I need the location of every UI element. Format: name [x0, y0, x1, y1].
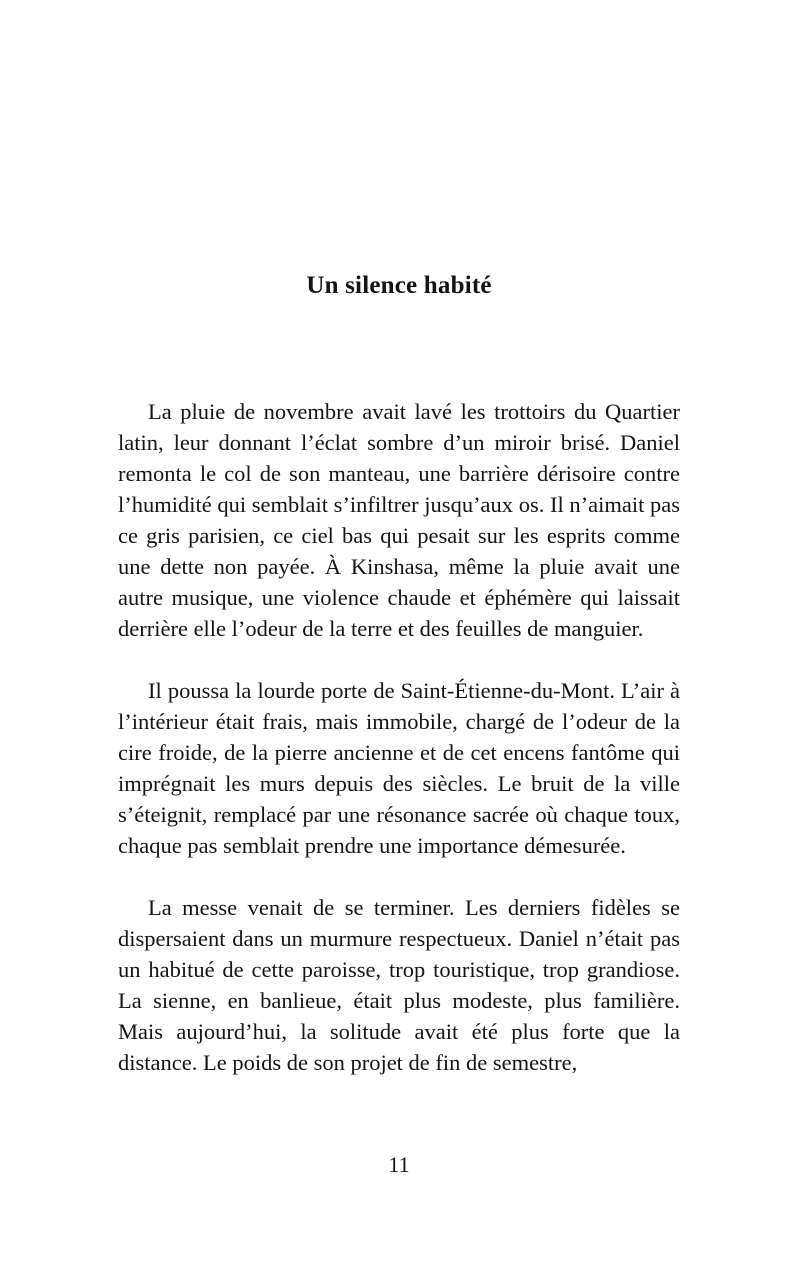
body-text [118, 396, 680, 1078]
paragraph: Il poussa la lourde porte de Saint-Étienne-du-Mont. L’air à l’intérieur était frais, mais immobile, chargé de l’odeur de la cire froide, de la pierre ancienne et de cet encens fantôme qui imprégnait les murs depuis des siècles. Le bruit de la ville s’éteignit, remplacé par une résonance sacrée où chaque toux, chaque pas semblait prendre une importance démesurée. [118, 678, 680, 858]
chapter-title: Un silence habité [306, 272, 492, 299]
page-number: 11 [388, 1152, 410, 1177]
paragraph: La pluie de novembre avait lavé les trottoirs du Quartier latin, leur donnant l’éclat sombre d’un miroir brisé. Daniel remonta le col de son manteau, une barrière dérisoire contre l’humidité qui semblait s’infiltrer jusqu’aux os. Il n’aimait pas ce gris parisien, ce ciel bas qui pesait sur les esprits comme une dette non payée. À Kinshasa, même la pluie avait une autre musique, une violence chaude et éphémère qui laissait derrière elle l’odeur de la terre et des feuilles de manguier. [118, 399, 680, 641]
paragraph: La messe venait de se terminer. Les derniers fidèles se dispersaient dans un murmure respectueux. Daniel n’était pas un habitué de cette paroisse, trop touristique, trop grandiose. La sienne, en banlieue, était plus modeste, plus familière. Mais aujourd’hui, la solitude avait été plus forte que la distance. Le poids de son projet de fin de semestre, [118, 895, 680, 1075]
